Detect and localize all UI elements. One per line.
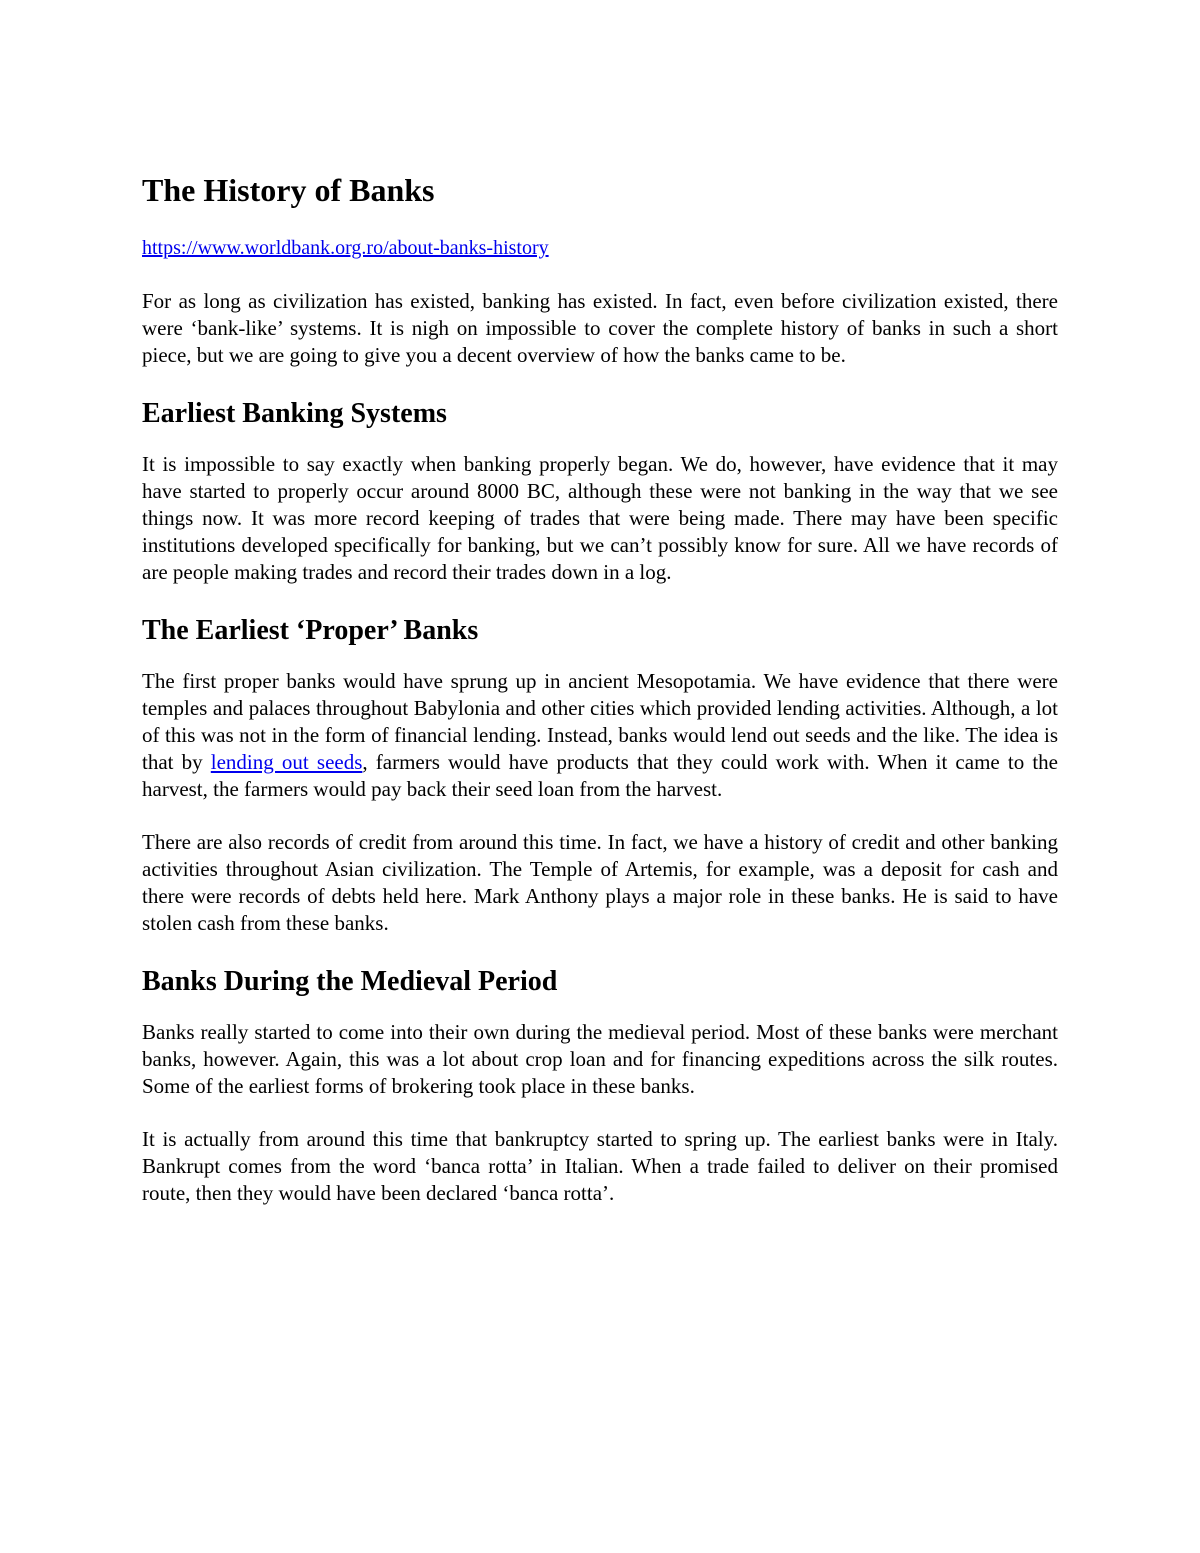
intro-paragraph: For as long as civilization has existed, banking has existed. In fact, even before civilization existed, there were ‘bank-like’ systems. It is nigh on impossible to cover the complete history of banks in such a short piece, but we are going to give you a decent overview of how the banks came to be.: [142, 289, 1058, 367]
section-heading-earliest-banking-systems: Earliest Banking Systems: [142, 398, 447, 429]
earliest-banking-paragraph: It is impossible to say exactly when banking properly began. We do, however, have evidence that it may have started to properly occur around 8000 BC, although these were not banking in the way that we see things now. It was more record keeping of trades that were being made. There may have been specific institutions developed specifically for banking, but we can’t possibly know for sure. All we have records of are people making trades and record their trades down in a log.: [142, 452, 1058, 584]
proper-banks-text-before-link: The first proper banks would have sprung up in ancient Mesopotamia. We have evidence that there were temples and palaces throughout Babylonia and other cities which provided lending activities. Although, a lot of this was not in the form of financial lending. Instead, banks would lend out seeds and the like. The idea is that by: [142, 669, 1058, 774]
source-url-link[interactable]: https://www.worldbank.org.ro/about-banks-history: [142, 237, 549, 259]
section-heading-earliest-proper-banks: The Earliest ‘Proper’ Banks: [142, 615, 479, 646]
proper-banks-paragraph-2: There are also records of credit from around this time. In fact, we have a history of credit and other banking activities throughout Asian civilization. The Temple of Artemis, for example, was a deposit for cash and there were records of debts held here. Mark Anthony plays a major role in these banks. He is said to have stolen cash from these banks.: [142, 830, 1058, 935]
proper-banks-text-after-link: , farmers would have products that they could work with. When it came to the harvest, the farmers would pay back their seed loan from the harvest.: [142, 750, 1058, 801]
document-title: The History of Banks: [142, 172, 435, 208]
medieval-paragraph-1: Banks really started to come into their own during the medieval period. Most of these banks were merchant banks, however. Again, this was a lot about crop loan and for financing expeditions across the silk routes. Some of the earliest forms of brokering took place in these banks.: [142, 1020, 1058, 1098]
medieval-paragraph-2: It is actually from around this time that bankruptcy started to spring up. The earliest banks were in Italy. Bankrupt comes from the word ‘banca rotta’ in Italian. When a trade failed to deliver on their promised route, then they would have been declared ‘banca rotta’.: [142, 1127, 1058, 1205]
lending-out-seeds-link[interactable]: lending out seeds: [210, 750, 363, 774]
proper-banks-paragraph-1: [142, 668, 1058, 803]
section-heading-medieval-period: Banks During the Medieval Period: [142, 966, 558, 997]
document-page: [142, 168, 1058, 1233]
